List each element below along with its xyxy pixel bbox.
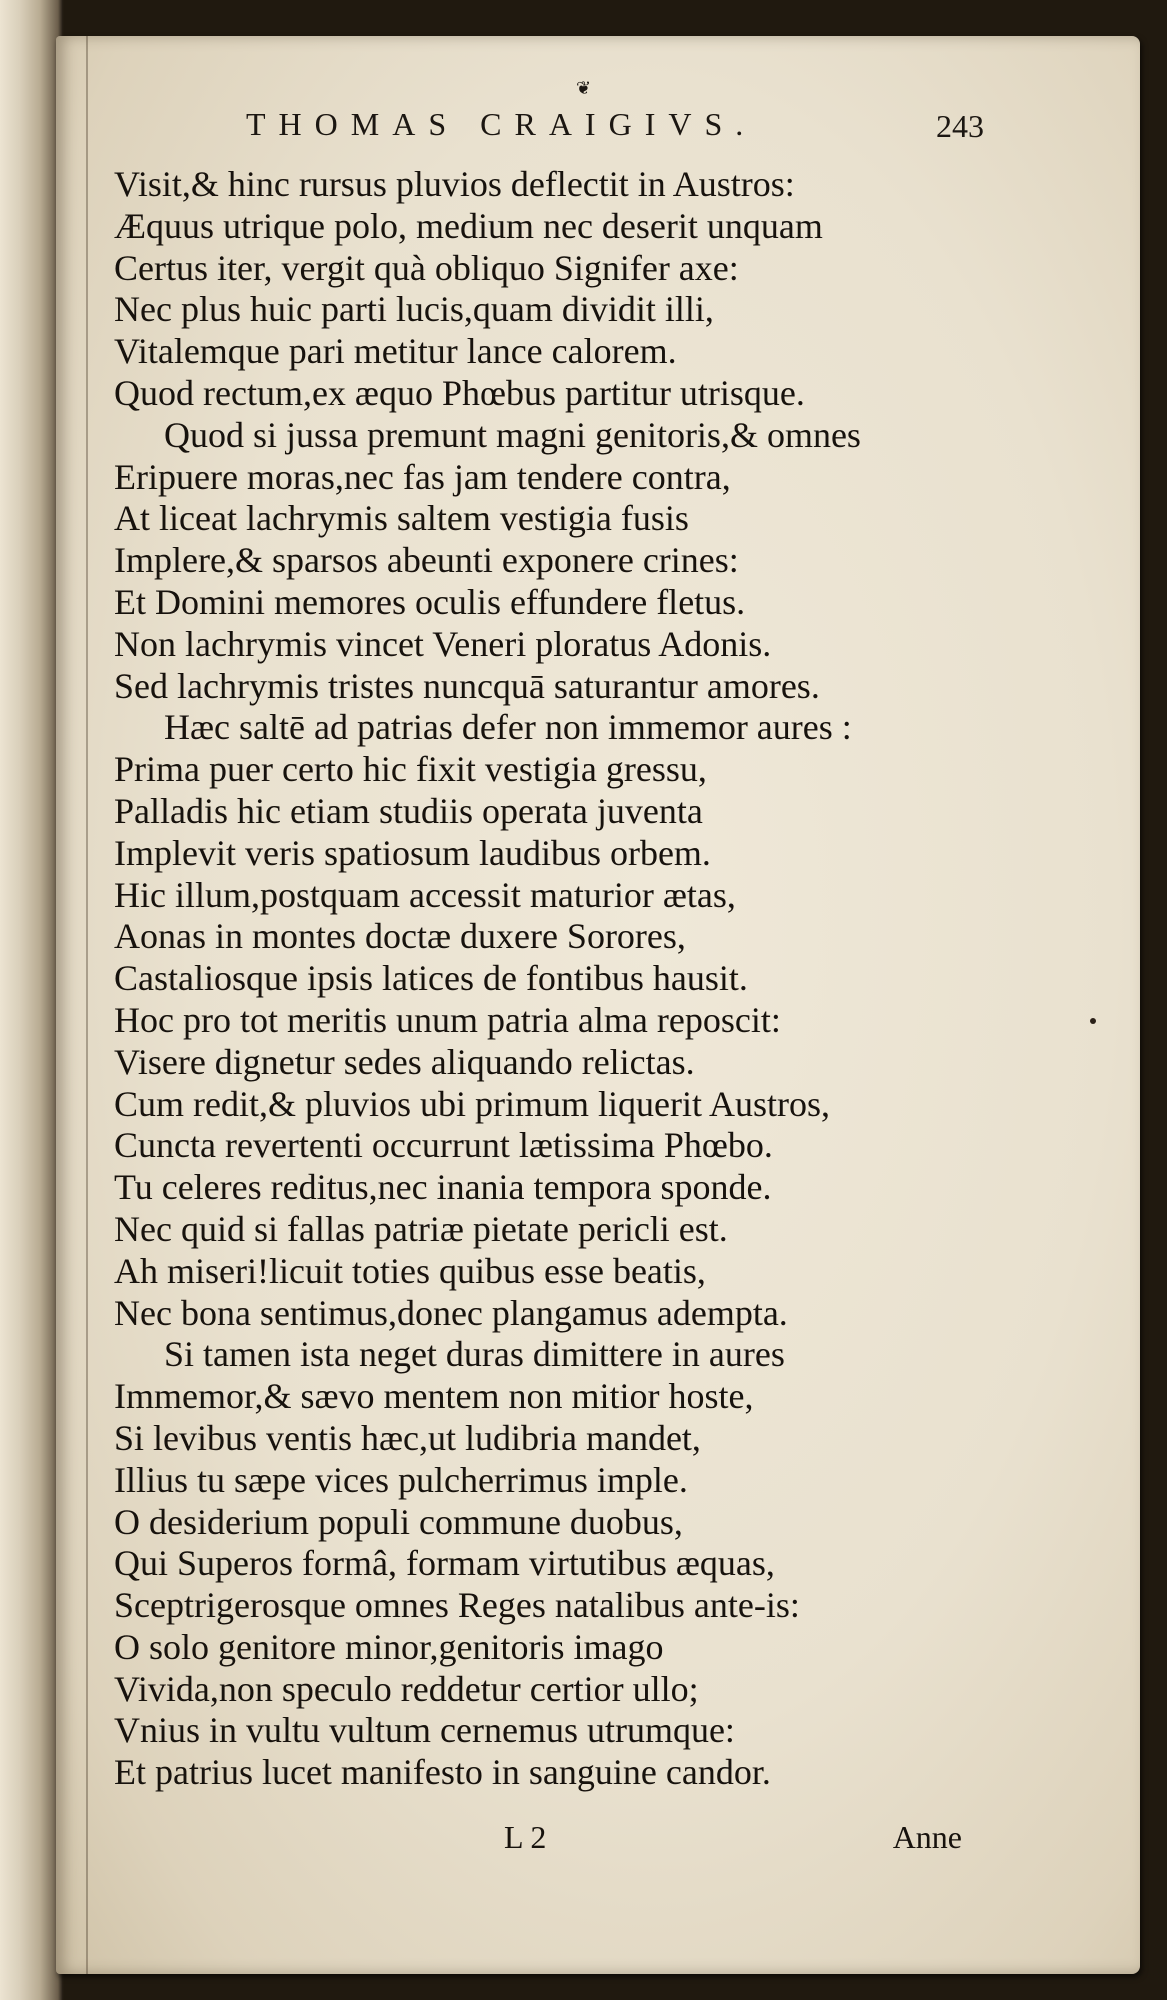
running-head: THOMAS CRAIGIVS.	[246, 106, 757, 142]
verse-line: Eripuere moras,nec fas jam tendere contra,	[114, 456, 731, 497]
verse-line: O desiderium populi commune duobus,	[114, 1501, 683, 1542]
verse-line: Quod rectum,ex æquo Phœbus partitur utrisque.	[114, 372, 805, 413]
verse-line: Cum redit,& pluvios ubi primum liquerit Austros,	[114, 1083, 830, 1124]
verse-line: Nec plus huic parti lucis,quam dividit illi,	[114, 289, 714, 330]
verse-line: At liceat lachrymis saltem vestigia fusis	[114, 498, 689, 539]
previous-page-edge	[0, 0, 62, 2000]
verse-line: Implevit veris spatiosum laudibus orbem.	[114, 832, 711, 873]
verse-line: Vitalemque pari metitur lance calorem.	[114, 331, 677, 372]
verse-line: Vivida,non speculo reddetur certior ullo;	[114, 1668, 699, 1709]
verse-line: Tu celeres reditus,nec inania tempora sponde.	[114, 1167, 772, 1208]
verse-line: Vnius in vultu vultum cernemus utrumque:	[114, 1710, 735, 1751]
verse-line: Hic illum,postquam accessit maturior ætas,	[114, 874, 736, 915]
verse-line: Ah miseri!licuit toties quibus esse beatis,	[114, 1250, 706, 1291]
page-footer	[56, 1819, 1140, 1863]
page-number: 243	[936, 108, 984, 144]
ornament-mark: ❦	[576, 78, 592, 99]
verse-line: Si tamen ista neget duras dimittere in aures	[164, 1334, 785, 1375]
verse-line: Nec bona sentimus,donec plangamus adempta.	[114, 1292, 788, 1333]
verse-line: Qui Superos formâ, formam virtutibus æquas,	[114, 1543, 775, 1584]
verse-line: O solo genitore minor,genitoris imago	[114, 1626, 664, 1667]
book-page	[56, 36, 1140, 1974]
verse-text	[56, 164, 1140, 1794]
verse-line: Visere dignetur sedes aliquando relictas.	[114, 1041, 695, 1082]
verse-line: Et patrius lucet manifesto in sanguine candor.	[114, 1752, 771, 1793]
ink-speck	[1090, 1018, 1096, 1024]
verse-line: Et Domini memores oculis effundere fletus.	[114, 581, 746, 622]
verse-line: Certus iter, vergit quà obliquo Signifer axe:	[114, 247, 739, 288]
catchword: Anne	[892, 1819, 962, 1855]
verse-line: Hæc saltē ad patrias defer non immemor aures :	[164, 707, 852, 748]
verse-line: Quod si jussa premunt magni genitoris,& omnes	[164, 414, 861, 455]
verse-line: Sed lachrymis tristes nuncquā saturantur amores.	[114, 665, 820, 706]
verse-line: Implere,& sparsos abeunti exponere crines:	[114, 540, 739, 581]
verse-line: Nec quid si fallas patriæ pietate pericli est.	[114, 1208, 728, 1249]
signature-mark: L 2	[504, 1819, 547, 1855]
verse-line: Palladis hic etiam studiis operata juventa	[114, 790, 703, 831]
verse-line: Æquus utrique polo, medium nec deserit unquam	[114, 205, 823, 246]
verse-line: Illius tu sæpe vices pulcherrimus imple.	[114, 1459, 688, 1500]
verse-line: Si levibus ventis hæc,ut ludibria mandet,	[114, 1417, 701, 1458]
verse-line: Visit,& hinc rursus pluvios deflectit in Austros:	[114, 164, 795, 204]
verse-line: Cuncta revertenti occurrunt lætissima Phœbo.	[114, 1125, 773, 1166]
page-header	[56, 78, 1140, 144]
verse-line: Aonas in montes doctæ duxere Sorores,	[114, 916, 686, 957]
verse-line: Immemor,& sævo mentem non mitior hoste,	[114, 1376, 754, 1417]
verse-line: Prima puer certo hic fixit vestigia gressu,	[114, 749, 707, 790]
verse-line: Non lachrymis vincet Veneri ploratus Adonis.	[114, 623, 772, 664]
verse-line: Castaliosque ipsis latices de fontibus hausit.	[114, 958, 748, 999]
verse-line: Hoc pro tot meritis unum patria alma reposcit:	[114, 999, 781, 1040]
verse-line: Sceptrigerosque omnes Reges natalibus ante-is:	[114, 1585, 800, 1626]
